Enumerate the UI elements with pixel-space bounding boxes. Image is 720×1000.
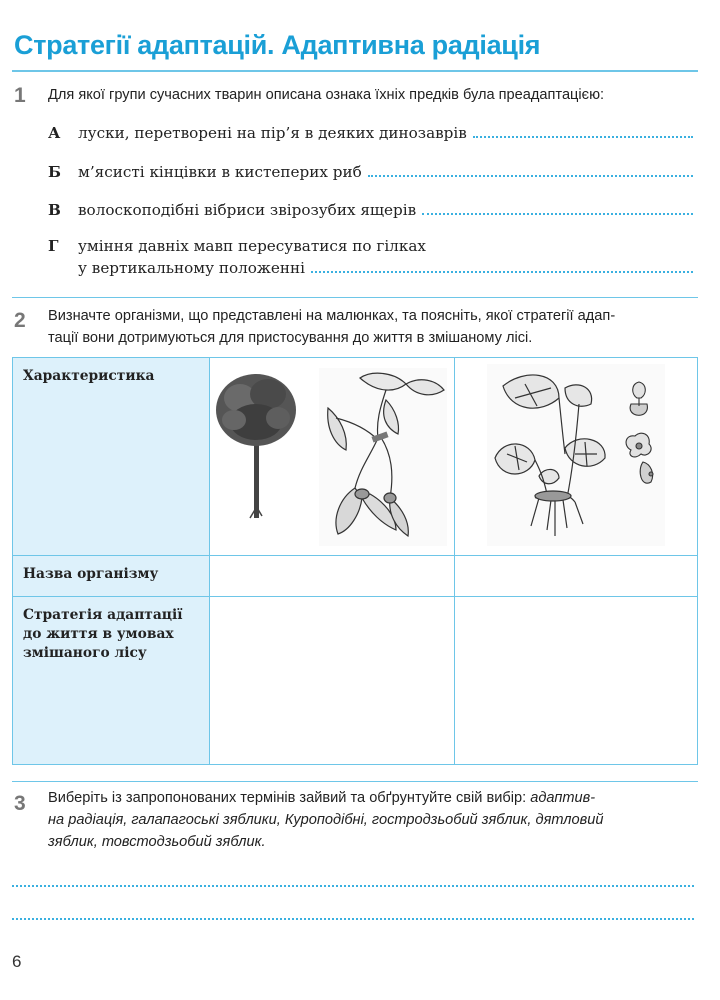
question-2-line-2: тації вони дотримуються для пристосування до життя в змішаному лісі. (48, 330, 533, 346)
maple-branch-icon (319, 368, 447, 546)
flower-illustration-cell (455, 358, 698, 556)
option-text: волоскоподібні вібриси звірозубих ящерів (78, 201, 417, 219)
option-b (48, 163, 693, 181)
option-d (78, 237, 693, 281)
row-label-characteristic: Характеристика (13, 358, 210, 556)
title-divider (12, 70, 698, 72)
answer-line[interactable] (12, 918, 694, 920)
question-3-line-1: Виберіть із запропонованих термінів зайвий та обґрунтуйте свій вибір: (48, 790, 531, 806)
answer-line[interactable] (12, 885, 694, 887)
option-text-line-2: у вертикальному положенні (78, 259, 305, 277)
question-3-number: 3 (14, 792, 26, 815)
question-3-terms-line-2: на радіація, галапагоські зяблики, Куроподібні, гостродзьобий зяблик, дятловий (48, 812, 604, 828)
option-letter: Б (48, 163, 61, 181)
question-3-text (48, 787, 698, 853)
question-3-terms-start: адаптив- (530, 790, 596, 806)
question-1-text: Для якої групи сучасних тварин описана ознака їхніх предків була преадаптацією: (48, 87, 605, 103)
question-1-number: 1 (14, 84, 26, 107)
answer-line[interactable] (422, 201, 693, 215)
characteristics-table (12, 357, 698, 765)
option-text: луски, перетворені на пір’я в деяких динозаврів (78, 124, 467, 142)
question-2-line-1: Визначте організми, що представлені на малюнках, та поясніть, якої стратегії адап- (48, 308, 616, 324)
row-label-strategy (13, 597, 210, 765)
question-2-number: 2 (14, 309, 26, 332)
page-number: 6 (12, 952, 22, 971)
option-letter: Г (48, 237, 59, 255)
answer-line[interactable] (311, 259, 693, 273)
option-text-line-1: уміння давніх мавп пересуватися по гілках (78, 237, 426, 255)
option-letter: В (48, 201, 61, 219)
page-title: Стратегії адаптацій. Адаптивна радіація (14, 30, 541, 60)
strategy-label-line-3: змішаного лісу (23, 645, 147, 661)
section-divider (12, 781, 698, 782)
answer-line[interactable] (368, 163, 693, 177)
answer-line[interactable] (473, 124, 693, 138)
maple-tree-illustration (210, 358, 454, 555)
tree-illustration-cell (210, 358, 455, 556)
question-2-text (48, 305, 615, 349)
organism-name-cell-2[interactable] (455, 556, 698, 597)
option-c (48, 201, 693, 219)
strategy-cell-1[interactable] (210, 597, 455, 765)
option-text: м’ясисті кінцівки в кистеперих риб (78, 163, 362, 181)
option-a (48, 124, 693, 142)
question-3-terms-line-3: зяблик, товстодзьобий зяблик. (48, 834, 266, 850)
tree-icon (216, 374, 296, 518)
organism-name-cell-1[interactable] (210, 556, 455, 597)
hepatica-illustration (455, 358, 701, 555)
strategy-label-line-2: до життя в умовах (23, 626, 174, 642)
section-divider (12, 297, 698, 298)
row-label-organism-name: Назва організму (13, 556, 210, 597)
strategy-cell-2[interactable] (455, 597, 698, 765)
strategy-label-line-1: Стратегія адаптації (23, 607, 183, 623)
option-letter: А (48, 124, 61, 142)
